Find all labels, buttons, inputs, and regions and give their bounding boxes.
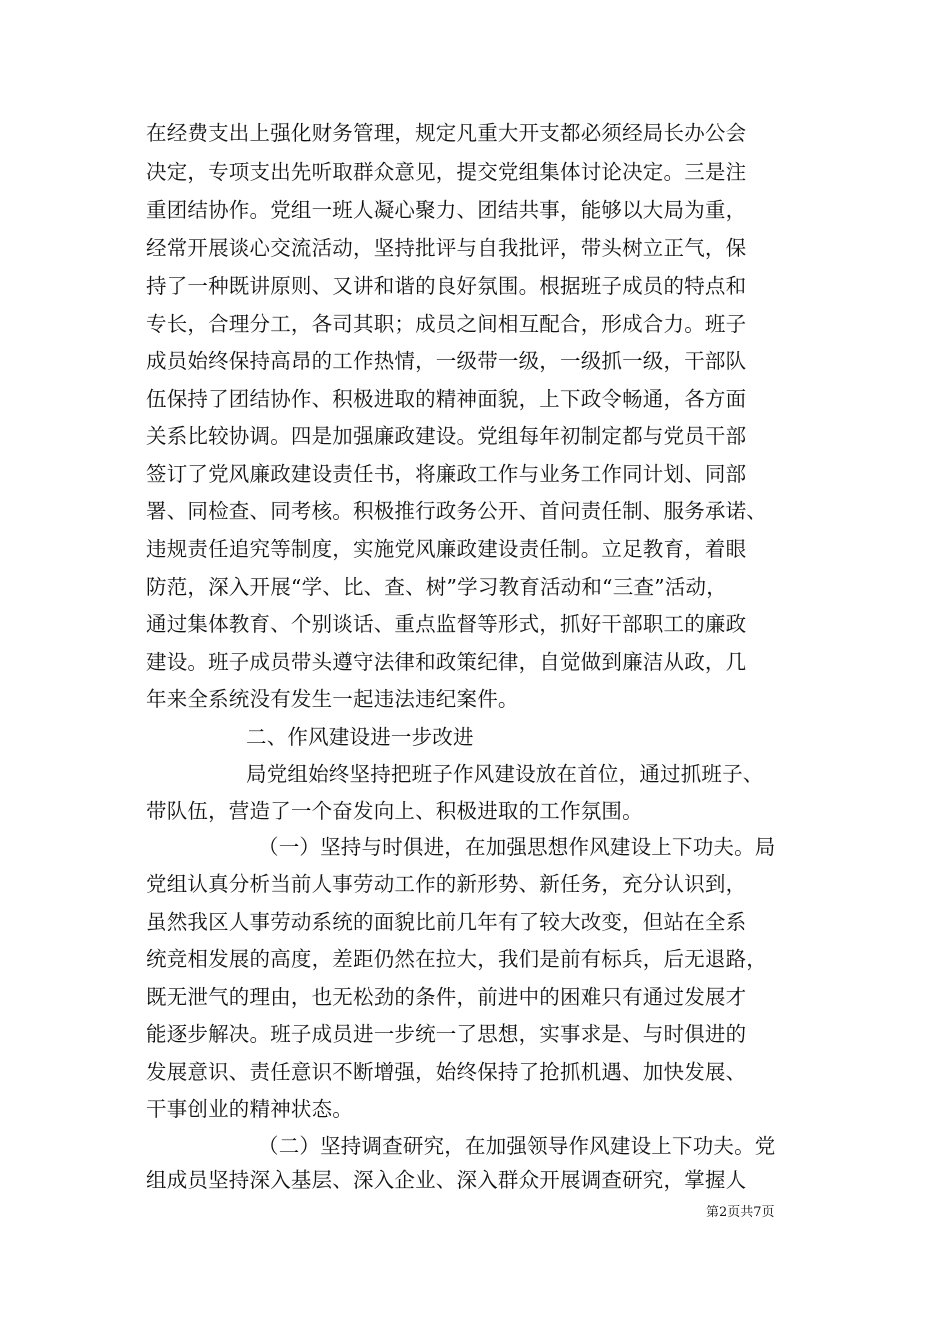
text-line: 决定，专项支出先听取群众意见，提交党组集体讨论决定。三是注 (146, 160, 747, 184)
text-line: 签订了党风廉政建设责任书，将廉政工作与业务工作同计划、同部 (146, 462, 747, 486)
text-line: 虽然我区人事劳动系统的面貌比前几年有了较大改变，但站在全系 (146, 910, 747, 934)
text-line: 局党组始终坚持把班子作风建设放在首位，通过抓班子、 (246, 762, 764, 786)
text-line: 组成员坚持深入基层、深入企业、深入群众开展调查研究，掌握人 (146, 1168, 747, 1192)
text-line: 在经费支出上强化财务管理，规定凡重大开支都必须经局长办公会 (146, 121, 747, 145)
text-line: 建设。班子成员带头遵守法律和政策纪律，自觉做到廉洁从政，几 (146, 650, 747, 674)
text-line: 伍保持了团结协作、积极进取的精神面貌，上下政令畅通，各方面 (146, 387, 747, 411)
text-line: 年来全系统没有发生一起违法违纪案件。 (146, 687, 519, 711)
text-line: 违规责任追究等制度，实施党风廉政建设责任制。立足教育，着眼 (146, 537, 747, 561)
text-line: 成员始终保持高昂的工作热情，一级带一级，一级抓一级，干部队 (146, 349, 747, 373)
text-line: 发展意识、责任意识不断增强，始终保持了抢抓机遇、加快发展、 (146, 1060, 747, 1084)
text-line: 党组认真分析当前人事劳动工作的新形势、新任务，充分认识到， (146, 872, 747, 896)
text-line: 能逐步解决。班子成员进一步统一了思想，实事求是、与时俱进的 (146, 1022, 747, 1046)
text-line: 干事创业的精神状态。 (146, 1097, 353, 1121)
text-line: 统竞相发展的高度，差距仍然在拉大，我们是前有标兵，后无退路， (146, 947, 767, 971)
text-line: 重团结协作。党组一班人凝心聚力、团结共事，能够以大局为重， (146, 198, 747, 222)
text-line: 通过集体教育、个别谈话、重点监督等形式，抓好干部职工的廉政 (146, 612, 747, 636)
text-line: 带队伍，营造了一个奋发向上、积极进取的工作氛围。 (146, 799, 643, 823)
text-line: 既无泄气的理由，也无松劲的条件，前进中的困难只有通过发展才 (146, 985, 747, 1009)
text-line: 专长，合理分工，各司其职；成员之间相互配合，形成合力。班子 (146, 312, 747, 336)
text-line: 经常开展谈心交流活动，坚持批评与自我批评，带头树立正气，保 (146, 236, 747, 260)
text-line: 持了一种既讲原则、又讲和谐的良好氛围。根据班子成员的特点和 (146, 274, 747, 298)
section-heading: 二、作风建设进一步改进 (246, 725, 474, 749)
text-line: 关系比较协调。四是加强廉政建设。党组每年初制定都与党员干部 (146, 424, 747, 448)
subsection-line: （二）坚持调查研究，在加强领导作风建设上下功夫。党 (258, 1134, 776, 1158)
text-line: 防范，深入开展“学、比、查、树”学习教育活动和“三查”活动， (146, 575, 727, 599)
page-number-footer: 第2页共7页 (706, 1205, 775, 1220)
text-line: 署、同检查、同考核。积极推行政务公开、首问责任制、服务承诺、 (146, 499, 767, 523)
subsection-line: （一）坚持与时俱进，在加强思想作风建设上下功夫。局 (258, 835, 776, 859)
